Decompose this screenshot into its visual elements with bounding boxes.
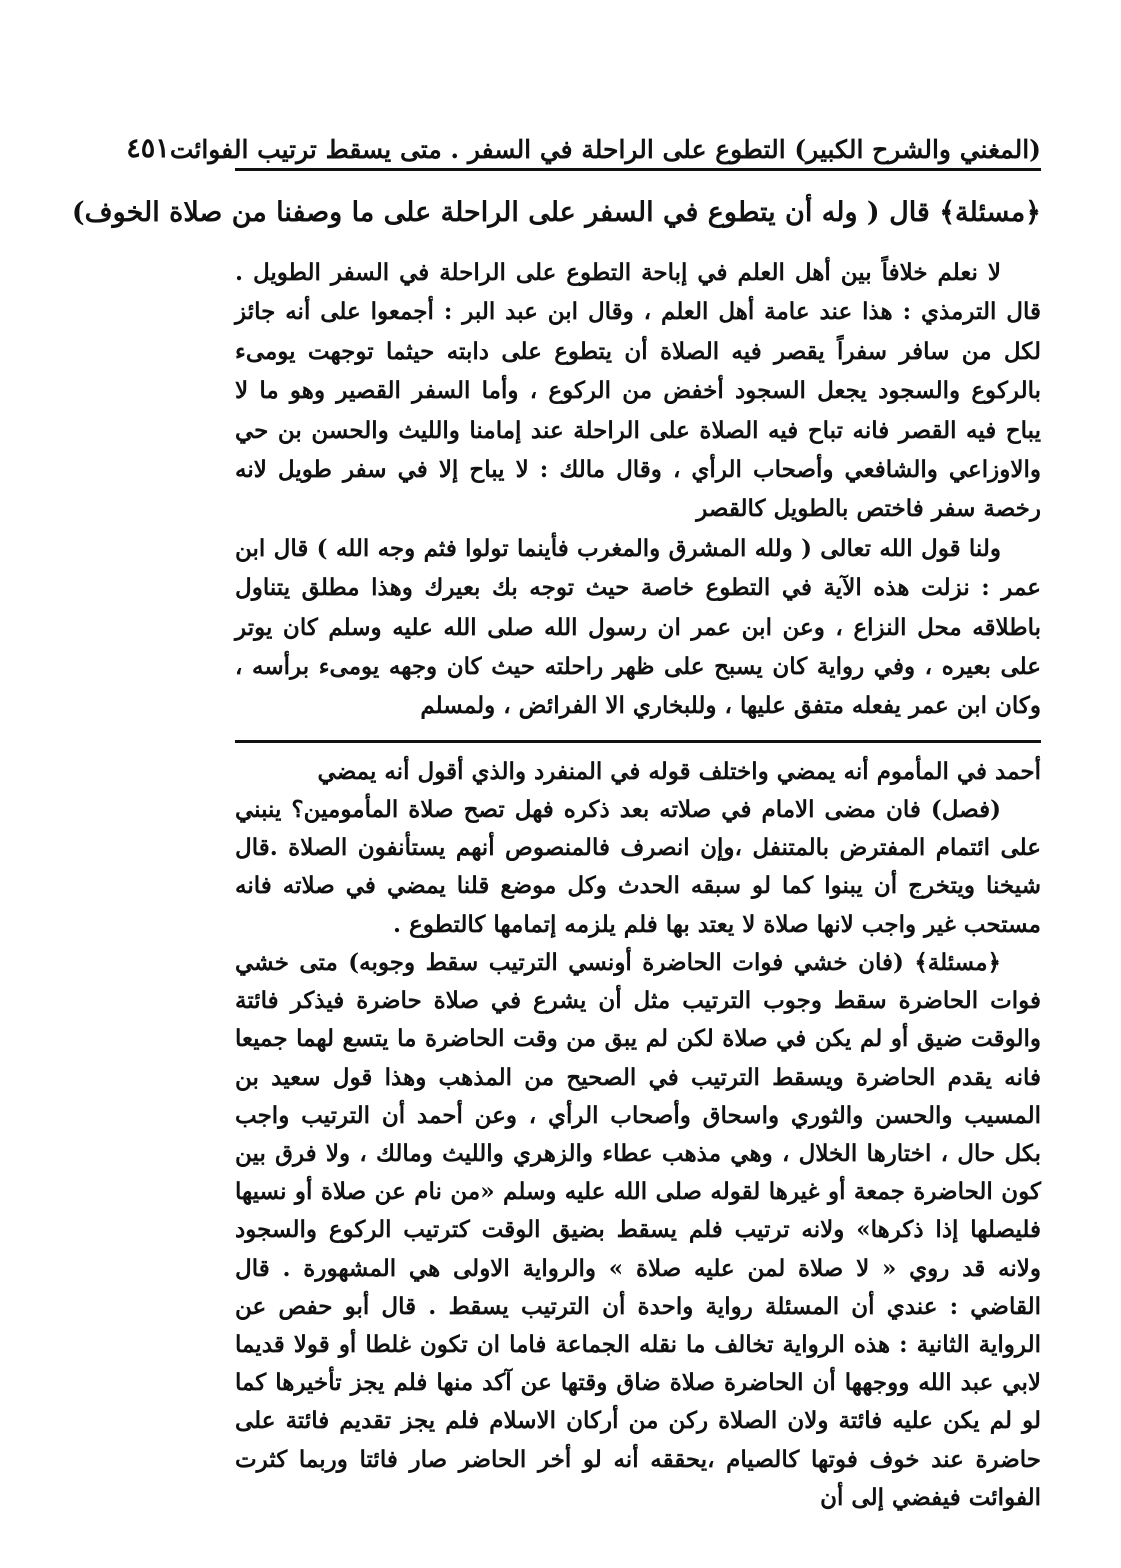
paragraph: أحمد في المأموم أنه يمضي واختلف قوله في المنفرد والذي أقول أنه يمضي <box>317 757 1041 785</box>
section-divider <box>235 740 1041 743</box>
paragraph: ولنا قول الله تعالى ( ولله المشرق والمغرب فأينما تولوا فثم وجه الله ) قال ابن عمر : نزلت هذه الآية في التطوع خاصة حيث توجه بك بعيرك وهذا مطلق يتناول باطلاقه محل النزاع ، وعن ابن عمر ان رسول الله صلى الله عليه وسلم كان يوتر على بعيره ، وفي رواية كان يسبح على ظهر راحلته حيث كان وجهه يومىء برأسه ، وكان ابن عمر يفعله متفق عليها ، وللبخاري الا الفرائض ، ولمسلم <box>235 534 1041 720</box>
page-number: ٤٥١ <box>126 133 170 164</box>
main-text <box>71 191 1041 726</box>
paragraph: لا نعلم خلافاً بين أهل العلم في إباحة التطوع على الراحلة في السفر الطويل . قال الترمذي : هذا عند عامة أهل العلم ، وقال ابن عبد البر : أجمعوا على أنه جائز لكل من سافر سفراً يقصر فيه الصلاة أن يتطوع على دابته حيثما توجهت يومىء بالركوع والسجود يجعل السجود أخفض من الركوع ، وأما السفر القصير وهو ما لا يباح فيه القصر فانه تباح فيه الصلاة على الراحلة عند إمامنا والليث والحسن بن حي والاوزاعي والشافعي وأصحاب الرأي ، وقال مالك : لا يباح إلا في سفر طويل لانه رخصة سفر فاختص بالطويل كالقصر <box>235 259 1041 523</box>
running-header <box>126 118 1041 171</box>
masala-heading: ﴿مسئلة﴾ قال ( وله أن يتطوع في السفر على الراحلة على ما وصفنا من صلاة الخوف) <box>71 197 1041 228</box>
running-header-title: (المغني والشرح الكبير) التطوع على الراحلة في السفر . متى يسقط ترتيب الفوائت <box>169 135 1041 164</box>
commentary-text <box>235 753 1041 1517</box>
paragraph: ﴿مسئلة﴾ (فان خشي فوات الحاضرة أونسي الترتيب سقط وجوبه) متى خشي فوات الحاضرة سقط وجوب الترتيب مثل أن يشرع في صلاة حاضرة فيذكر فائتة والوقت ضيق أو لم يكن في صلاة لكن لم يبق من وقت الحاضرة ما يتسع لهما جميعا فانه يقدم الحاضرة ويسقط الترتيب في الصحيح من المذهب وهذا قول سعيد بن المسيب والحسن والثوري واسحاق وأصحاب الرأي ، وعن أحمد أن الترتيب واجب بكل حال ، اختارها الخلال ، وهي مذهب عطاء والزهري والليث ومالك ، ولا فرق بين كون الحاضرة جمعة أو غيرها لقوله صلى الله عليه وسلم «من نام عن صلاة أو نسيها فليصلها إذا ذكرها» ولانه ترتيب فلم يسقط بضيق الوقت كترتيب الركوع والسجود ولانه قد روي « لا صلاة لمن عليه صلاة » والرواية الاولى هي المشهورة . قال القاضي : عندي أن المسئلة رواية واحدة أن الترتيب يسقط . قال أبو حفص عن الرواية الثانية : هذه الرواية تخالف ما نقله الجماعة فاما ان تكون غلطا أو قولا قديما لابي عبد الله ووجهها أن الحاضرة صلاة ضاق وقتها عن آكد منها فلم يجز تأخيرها كما لو لم يكن عليه فائتة ولان الصلاة ركن من أركان الاسلام فلم يجز تقديم فائتة على حاضرة عند خوف فوتها كالصيام ،يحققه أنه لو أخر الحاضر صار فائتا وربما كثرت الفوائت فيفضي إلى أن <box>235 948 1041 1511</box>
paragraph: (فصل) فان مضى الامام في صلاته بعد ذكره فهل تصح صلاة المأمومين؟ ينبني على ائتمام المفترض بالمتنفل ،وإن انصرف فالمنصوص أنهم يستأنفون الصلاة .قال شيخنا ويتخرج أن يبنوا كما لو سبقه الحدث وكل موضع قلنا يمضي في صلاته فانه مستحب غير واجب لانها صلاة لا يعتد بها فلم يلزمه إتمامها كالتطوع . <box>235 796 1041 938</box>
